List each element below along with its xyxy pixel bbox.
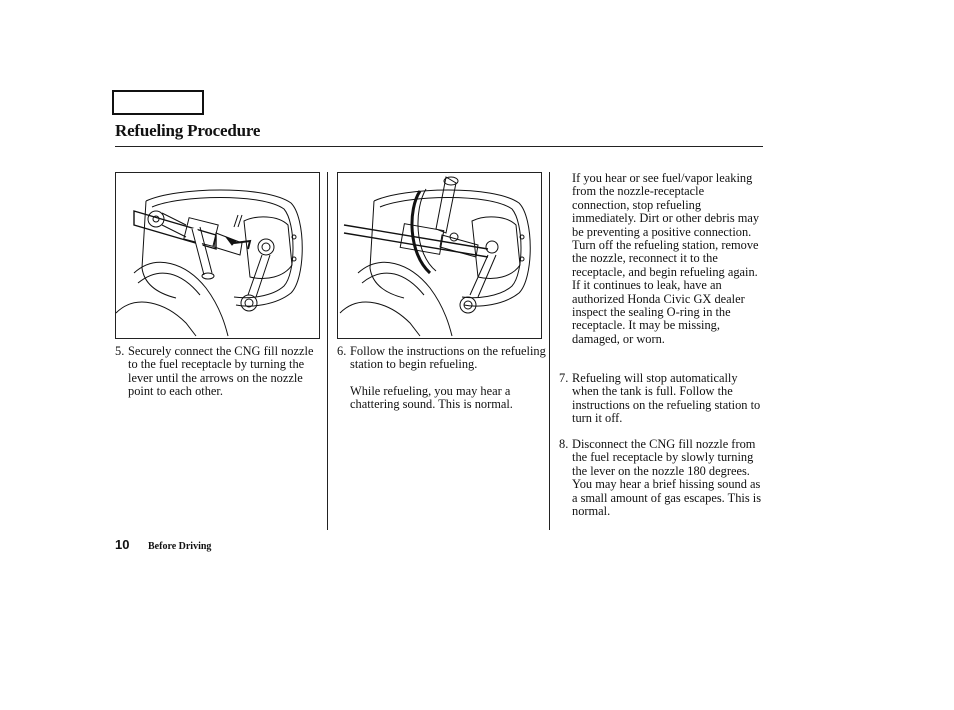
column-divider-1: [327, 172, 328, 530]
nozzle-connect-illustration: [115, 172, 320, 339]
column-divider-2: [549, 172, 550, 530]
refueling-illustration: [337, 172, 542, 339]
step-text: Securely connect the CNG fill nozzle to the fuel receptacle by turning the lever until the arrows on the nozzle point to each other.: [128, 344, 314, 399]
step-text: Refueling will stop automatically when the tank is full. Follow the instructions on the refueling station to turn it off.: [572, 371, 761, 426]
section-name: Before Driving: [148, 541, 212, 552]
leak-warning: If you hear or see fuel/vapor leaking from the nozzle-receptacle connection, stop refueling immediately. Dirt or other debris may be preventing a positive connection. Turn off the refueling station, remove the nozzle, reconnect it to the receptacle, and begin refueling again. If it continues to leak, have an authorized Honda Civic GX dealer inspect the sealing O-ring in the receptacle. It may be missing, damaged, or worn.: [572, 171, 760, 346]
page-number: 10: [115, 537, 130, 552]
refueling-note: While refueling, you may hear a chattering sound. This is normal.: [350, 384, 513, 412]
step-text: Follow the instructions on the refueling station to begin refueling.: [350, 344, 546, 372]
title-rule: [115, 146, 763, 147]
page-title: Refueling Procedure: [115, 121, 261, 140]
step-8: [559, 438, 765, 518]
step-number: 5.: [115, 344, 125, 358]
step-5: [115, 345, 320, 399]
step-7: [559, 372, 765, 426]
step-6: [337, 345, 547, 372]
step-number: 8.: [559, 437, 569, 451]
step-number: 6.: [337, 344, 347, 358]
step-number: 7.: [559, 371, 569, 385]
step-text: Disconnect the CNG fill nozzle from the fuel receptacle by slowly turning the lever on the nozzle 180 degrees. You may hear a brief hissing sound as a small amount of gas escapes. This is normal.: [572, 437, 762, 519]
section-tab-box: [112, 90, 204, 115]
